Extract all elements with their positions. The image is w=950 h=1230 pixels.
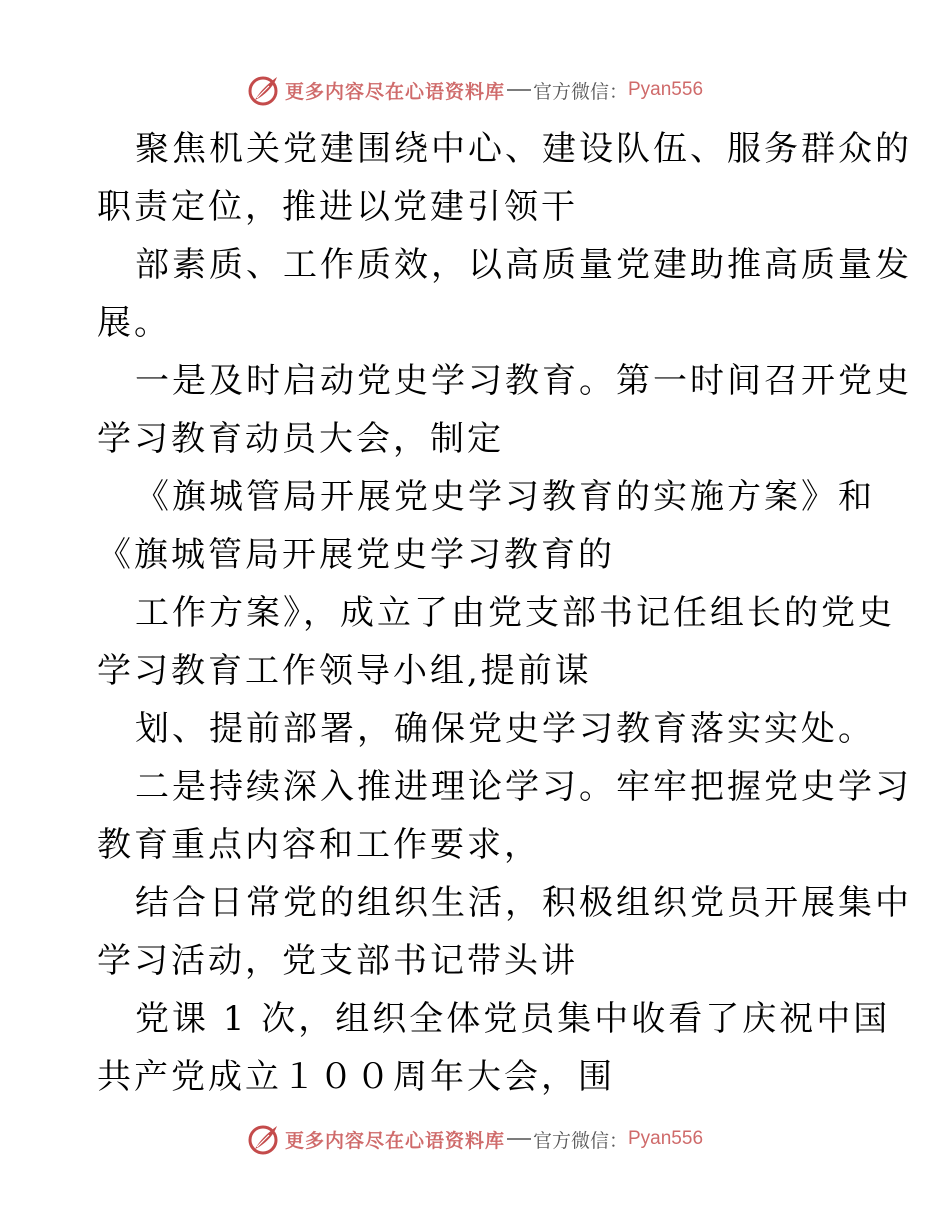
text-line: 共产党成立１００周年大会，围 [97, 1057, 615, 1097]
text-line: 聚焦机关党建围绕中心、建设队伍、服务群众的 [135, 129, 912, 169]
text-line: 展。 [97, 303, 171, 343]
text-line: 学习活动，党支部书记带头讲 [97, 941, 578, 981]
text-line: 划、提前部署，确保党史学习教育落实实处。 [135, 709, 875, 749]
text-line: 二是持续深入推进理论学习。牢牢把握党史学习 [135, 767, 912, 807]
feather-pen-logo-icon [247, 73, 281, 107]
text-line: 党课 1 次，组织全体党员集中收看了庆祝中国 [135, 999, 891, 1039]
body-text [97, 120, 912, 1106]
text-line: 部素质、工作质效，以高质量党建助推高质量发 [135, 245, 912, 285]
text-line: 学习教育动员大会，制定 [97, 419, 504, 459]
footer-separator [507, 1138, 531, 1140]
header-wechat-id: Pyan556 [628, 79, 704, 100]
text-line: 职责定位，推进以党建引领干 [97, 187, 578, 227]
text-line: 《旗城管局开展党史学习教育的 [97, 535, 615, 575]
header-banner [0, 70, 950, 110]
header-site-text: 更多内容尽在心语资料库 [284, 80, 505, 103]
footer-site-text: 更多内容尽在心语资料库 [284, 1129, 505, 1152]
text-line: 一是及时启动党史学习教育。第一时间召开党史 [135, 361, 912, 401]
header-official-text: 官方微信： [532, 80, 628, 103]
footer-official-text: 官方微信： [532, 1129, 628, 1152]
text-line: 教育重点内容和工作要求， [97, 825, 541, 865]
header-separator [507, 89, 531, 91]
footer-wechat-id: Pyan556 [628, 1128, 704, 1149]
feather-pen-logo-icon [247, 1122, 281, 1156]
footer-banner [0, 1119, 950, 1159]
text-line: 工作方案》，成立了由党支部书记任组长的党史 [135, 593, 895, 633]
text-line: 《旗城管局开展党史学习教育的实施方案》和 [135, 477, 875, 517]
text-line: 结合日常党的组织生活，积极组织党员开展集中 [135, 883, 912, 923]
text-line: 学习教育工作领导小组,提前谋 [97, 651, 592, 691]
